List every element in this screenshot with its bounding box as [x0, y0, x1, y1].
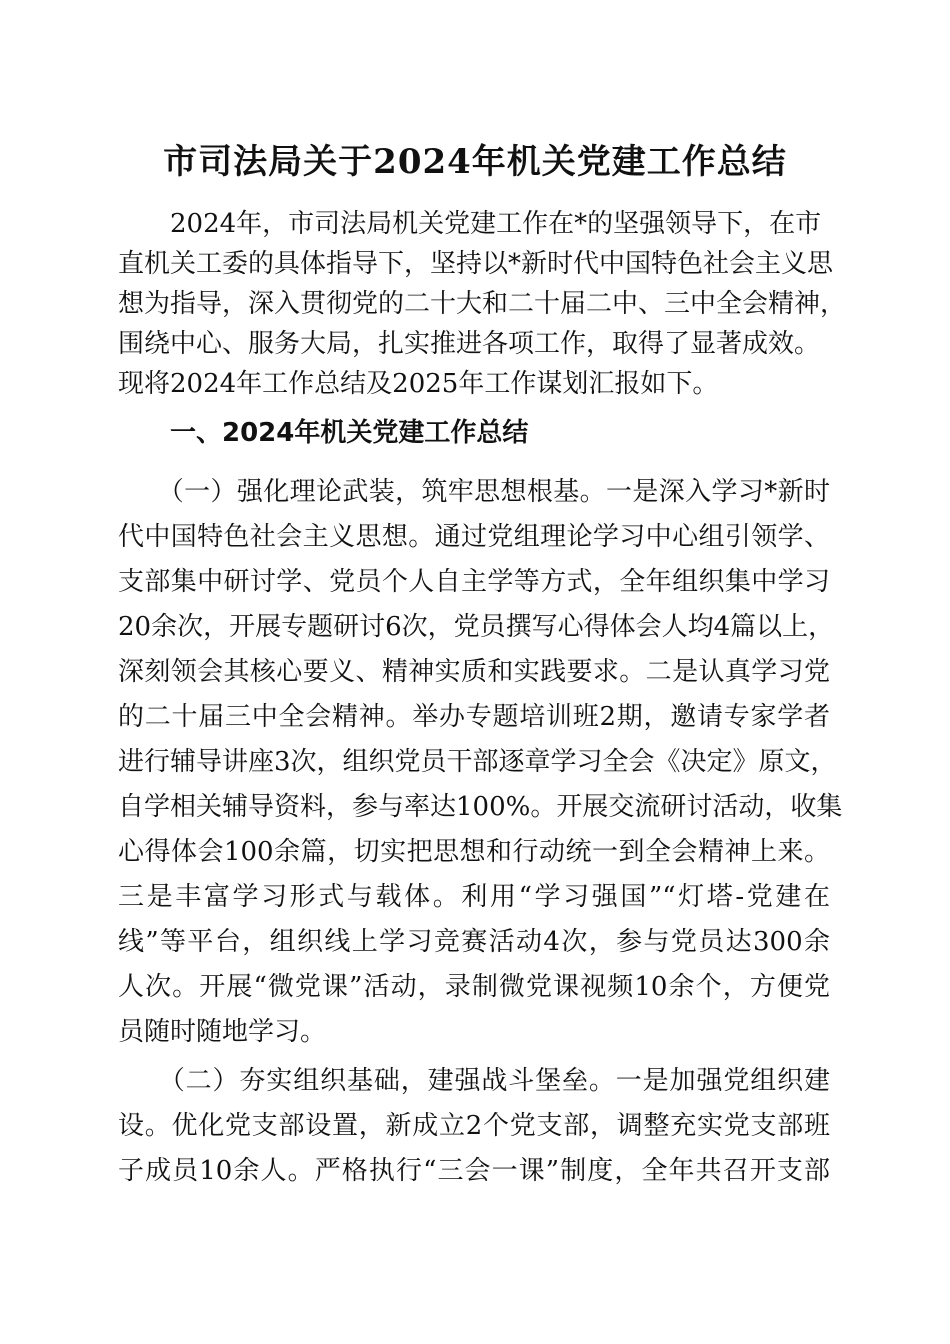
paragraph-2-line-3: 子成员10余人。严格执行“三会一课”制度，全年共召开支部 [118, 1156, 830, 1186]
paragraph-1-line-7: 进行辅导讲座3次，组织党员干部逐章学习全会《决定》原文， [118, 747, 837, 777]
section-heading: 一、2024年机关党建工作总结 [118, 418, 529, 448]
paragraph-2-line-2: 设。优化党支部设置，新成立2个党支部，调整充实党支部班 [118, 1111, 830, 1141]
paragraph-1-line-5: 深刻领会其核心要义、精神实质和实践要求。二是认真学习党 [118, 657, 830, 687]
paragraph-1-line-8: 自学相关辅导资料，参与率达100%。开展交流研讨活动，收集 [118, 792, 843, 822]
intro-line-5: 现将2024年工作总结及2025年工作谋划汇报如下。 [118, 369, 719, 399]
paragraph-1-line-11: 线”等平台，组织线上学习竞赛活动4次，参与党员达300余 [118, 927, 830, 957]
paragraph-1-line-10: 三是丰富学习形式与载体。利用“学习强国”“灯塔-党建在 [118, 882, 830, 912]
intro-line-3: 想为指导，深入贯彻党的二十大和二十届二中、三中全会精神， [118, 289, 847, 319]
paragraph-1-line-13: 员随时随地学习。 [118, 1017, 327, 1047]
paragraph-1-line-6: 的二十届三中全会精神。举办专题培训班2期，邀请专家学者 [118, 702, 830, 732]
paragraph-1-line-3: 支部集中研讨学、党员个人自主学等方式，全年组织集中学习 [118, 567, 830, 597]
paragraph-1-line-4: 20余次，开展专题研讨6次，党员撰写心得体会人均4篇以上， [118, 612, 835, 642]
intro-line-2: 直机关工委的具体指导下，坚持以*新时代中国特色社会主义思 [118, 249, 834, 279]
paragraph-2-line-1: （二）夯实组织基础，建强战斗堡垒。一是加强党组织建 [118, 1066, 830, 1096]
intro-line-4: 围绕中心、服务大局，扎实推进各项工作，取得了显著成效。 [118, 329, 821, 359]
document-title: 市司法局关于2024年机关党建工作总结 [163, 142, 787, 182]
paragraph-1-line-9: 心得体会100余篇，切实把思想和行动统一到全会精神上来。 [118, 837, 830, 867]
paragraph-1-line-1: （一）强化理论武装，筑牢思想根基。一是深入学习*新时 [118, 477, 830, 507]
paragraph-1-line-12: 人次。开展“微党课”活动，录制微党课视频10余个，方便党 [118, 972, 830, 1002]
paragraph-1-line-2: 代中国特色社会主义思想。通过党组理论学习中心组引领学、 [118, 522, 830, 552]
intro-line-1: 2024年，市司法局机关党建工作在*的坚强领导下，在市 [118, 209, 822, 239]
